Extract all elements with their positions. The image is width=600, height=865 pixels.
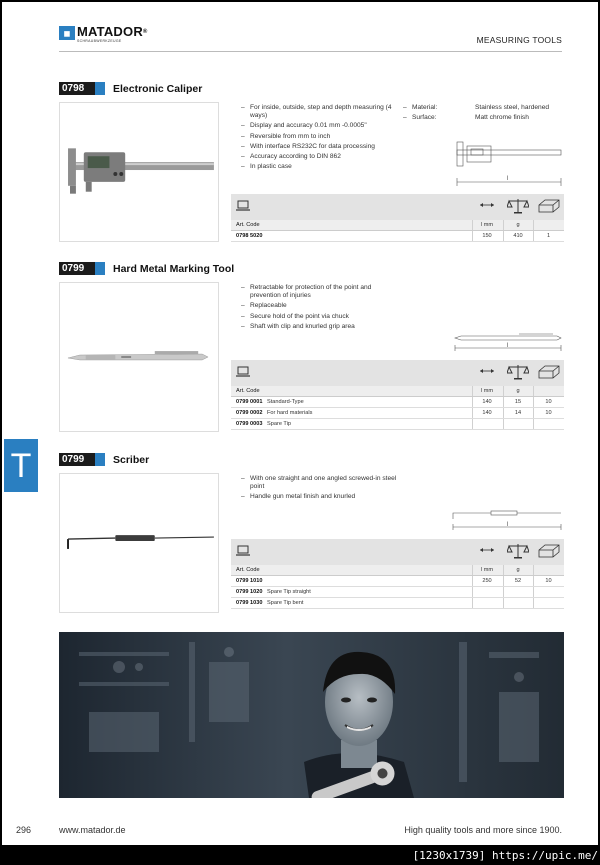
table-icon-header (231, 360, 564, 386)
table-header-row (231, 565, 564, 576)
box-quantity-icon (537, 364, 561, 380)
article-length: 250 (482, 578, 492, 584)
logo-emblem-icon: ◼ (59, 26, 75, 40)
article-desc: Spare Tip straight (267, 589, 311, 595)
length-icon (479, 543, 495, 557)
brand-subtitle: SCHRAUBWERKZEUGE (77, 39, 122, 43)
col-header-weight: g (516, 222, 520, 228)
table-icon-header (231, 194, 564, 220)
product-image-caliper (59, 102, 219, 242)
article-table (231, 539, 564, 609)
product-name: Scriber (113, 453, 150, 466)
article-code: 0799 1020 (236, 589, 263, 595)
col-header-code: Art. Code (236, 222, 260, 228)
article-qty: 10 (545, 578, 552, 584)
article-qty: 1 (546, 233, 551, 239)
article-weight: 52 (514, 578, 522, 584)
article-length (472, 587, 502, 597)
feature-item: – Shaft with clip and knurled grip area (241, 323, 401, 331)
article-qty: 10 (545, 410, 552, 416)
table-row (231, 598, 564, 609)
table-row (231, 419, 564, 430)
product-title (59, 82, 202, 95)
product-name: Electronic Caliper (113, 82, 203, 95)
table-header-row (231, 220, 564, 231)
dimension-label: l (507, 343, 509, 349)
table-row (231, 576, 564, 587)
article-length: 150 (482, 233, 492, 239)
mechanic-photo (59, 632, 564, 798)
feature-item: – Accuracy according to DIN 862 (241, 153, 401, 161)
table-row (231, 231, 564, 242)
article-code: 0798 5020 (236, 233, 263, 239)
feature-item: – Secure hold of the point via chuck (241, 313, 401, 321)
article-length (472, 419, 502, 429)
article-desc: Spare Tip (267, 421, 291, 427)
length-icon (479, 198, 495, 212)
marking-tool-photo (60, 283, 218, 431)
feature-list (241, 284, 401, 333)
article-weight: 14 (514, 410, 522, 416)
article-qty (533, 419, 564, 429)
col-header-weight: g (516, 388, 520, 394)
feature-item: – For inside, outside, step and depth measuring (4 ways) (241, 104, 401, 120)
product-code: 0799 (59, 453, 95, 466)
article-desc: For hard materials (267, 410, 313, 416)
article-weight: 410 (513, 233, 523, 239)
spec-key: – Surface: (403, 114, 475, 121)
spec-value: Stainless steel, hardened (475, 104, 550, 111)
footer-tagline: High quality tools and more since 1900. (404, 825, 562, 835)
article-desc: Standard-Type (267, 399, 304, 405)
dimension-label: l (507, 176, 509, 182)
col-header-length: l mm (480, 388, 494, 394)
catalog-page (2, 2, 598, 845)
article-table (231, 194, 564, 242)
article-length (472, 598, 502, 608)
title-accent (95, 262, 105, 275)
marking-tool-technical-drawing (453, 332, 563, 354)
feature-item: – Replaceable (241, 302, 401, 310)
product-electronic-caliper (59, 82, 564, 242)
article-table (231, 360, 564, 430)
article-code: 0799 0001 (236, 399, 263, 405)
feature-item: – Retractable for protection of the point and prevention of injuries (241, 284, 401, 300)
package-icon (236, 198, 250, 212)
product-image-marking-tool (59, 282, 219, 432)
header-divider (59, 51, 562, 52)
page-number: 296 (16, 825, 32, 835)
caliper-technical-drawing (451, 138, 563, 190)
feature-item: – With interface RS232C for data processing (241, 143, 401, 151)
article-length: 140 (482, 410, 492, 416)
title-accent (95, 453, 105, 466)
image-watermark: [1230x1739] https://upic.me/ (411, 847, 600, 865)
scriber-photo (60, 474, 218, 612)
spec-list (403, 104, 549, 124)
article-qty: 10 (545, 399, 552, 405)
feature-item: – With one straight and one angled screwed-in steel point (241, 475, 401, 491)
brand-name: MATADOR (77, 24, 143, 39)
feature-item: – Handle gun metal finish and knurled (241, 493, 401, 501)
feature-item: – Display and accuracy 0.01 mm -0.0005" (241, 122, 401, 130)
col-header-qty (533, 220, 564, 230)
package-icon (236, 543, 250, 557)
package-icon (236, 364, 250, 378)
product-name: Hard Metal Marking Tool (113, 262, 235, 275)
box-quantity-icon (537, 198, 561, 214)
article-code: 0799 1030 (236, 600, 263, 606)
feature-list (241, 475, 401, 504)
col-header-weight: g (516, 567, 520, 573)
article-code: 0799 0002 (236, 410, 263, 416)
product-scriber (59, 453, 564, 615)
section-tab-letter: T (10, 446, 32, 485)
article-length: 140 (482, 399, 492, 405)
spec-key: – Material: (403, 104, 475, 111)
col-header-length: l mm (480, 567, 494, 573)
product-title (59, 453, 149, 466)
col-header-code: Art. Code (236, 567, 260, 573)
feature-item: – In plastic case (241, 163, 401, 171)
product-title (59, 262, 234, 275)
product-code: 0799 (59, 262, 95, 275)
title-accent (95, 82, 105, 95)
article-code: 0799 1010 (236, 578, 263, 584)
product-code: 0798 (59, 82, 95, 95)
section-heading: MEASURING TOOLS (476, 35, 562, 45)
article-qty (533, 587, 564, 597)
col-header-code: Art. Code (236, 388, 260, 394)
table-row (231, 587, 564, 598)
table-header-row (231, 386, 564, 397)
table-icon-header (231, 539, 564, 565)
article-weight: 15 (514, 399, 522, 405)
matador-logo: ◼ MATADOR® SCHRAUBWERKZEUGE (59, 26, 148, 42)
article-desc: Spare Tip bent (267, 600, 304, 606)
feature-list (241, 104, 401, 173)
table-row (231, 397, 564, 408)
col-header-length: l mm (480, 222, 494, 228)
section-tab (4, 439, 38, 492)
workshop-banner-photo (59, 632, 564, 798)
box-quantity-icon (537, 543, 561, 559)
article-qty (533, 598, 564, 608)
dimension-label: l (507, 522, 509, 528)
article-weight (503, 419, 533, 429)
product-image-scriber (59, 473, 219, 613)
weight-scale-icon (507, 543, 529, 559)
weight-scale-icon (507, 364, 529, 380)
col-header-qty (533, 386, 564, 396)
article-weight (503, 587, 533, 597)
article-weight (503, 598, 533, 608)
footer-url[interactable]: www.matador.de (59, 825, 126, 835)
weight-scale-icon (507, 198, 529, 214)
spec-value: Matt chrome finish (475, 114, 529, 121)
col-header-qty (533, 565, 564, 575)
table-row (231, 408, 564, 419)
article-code: 0799 0003 (236, 421, 263, 427)
scriber-technical-drawing (451, 509, 563, 533)
caliper-photo (60, 103, 218, 241)
feature-item: – Reversible from mm to inch (241, 133, 401, 141)
length-icon (479, 364, 495, 378)
product-marking-tool (59, 262, 564, 434)
